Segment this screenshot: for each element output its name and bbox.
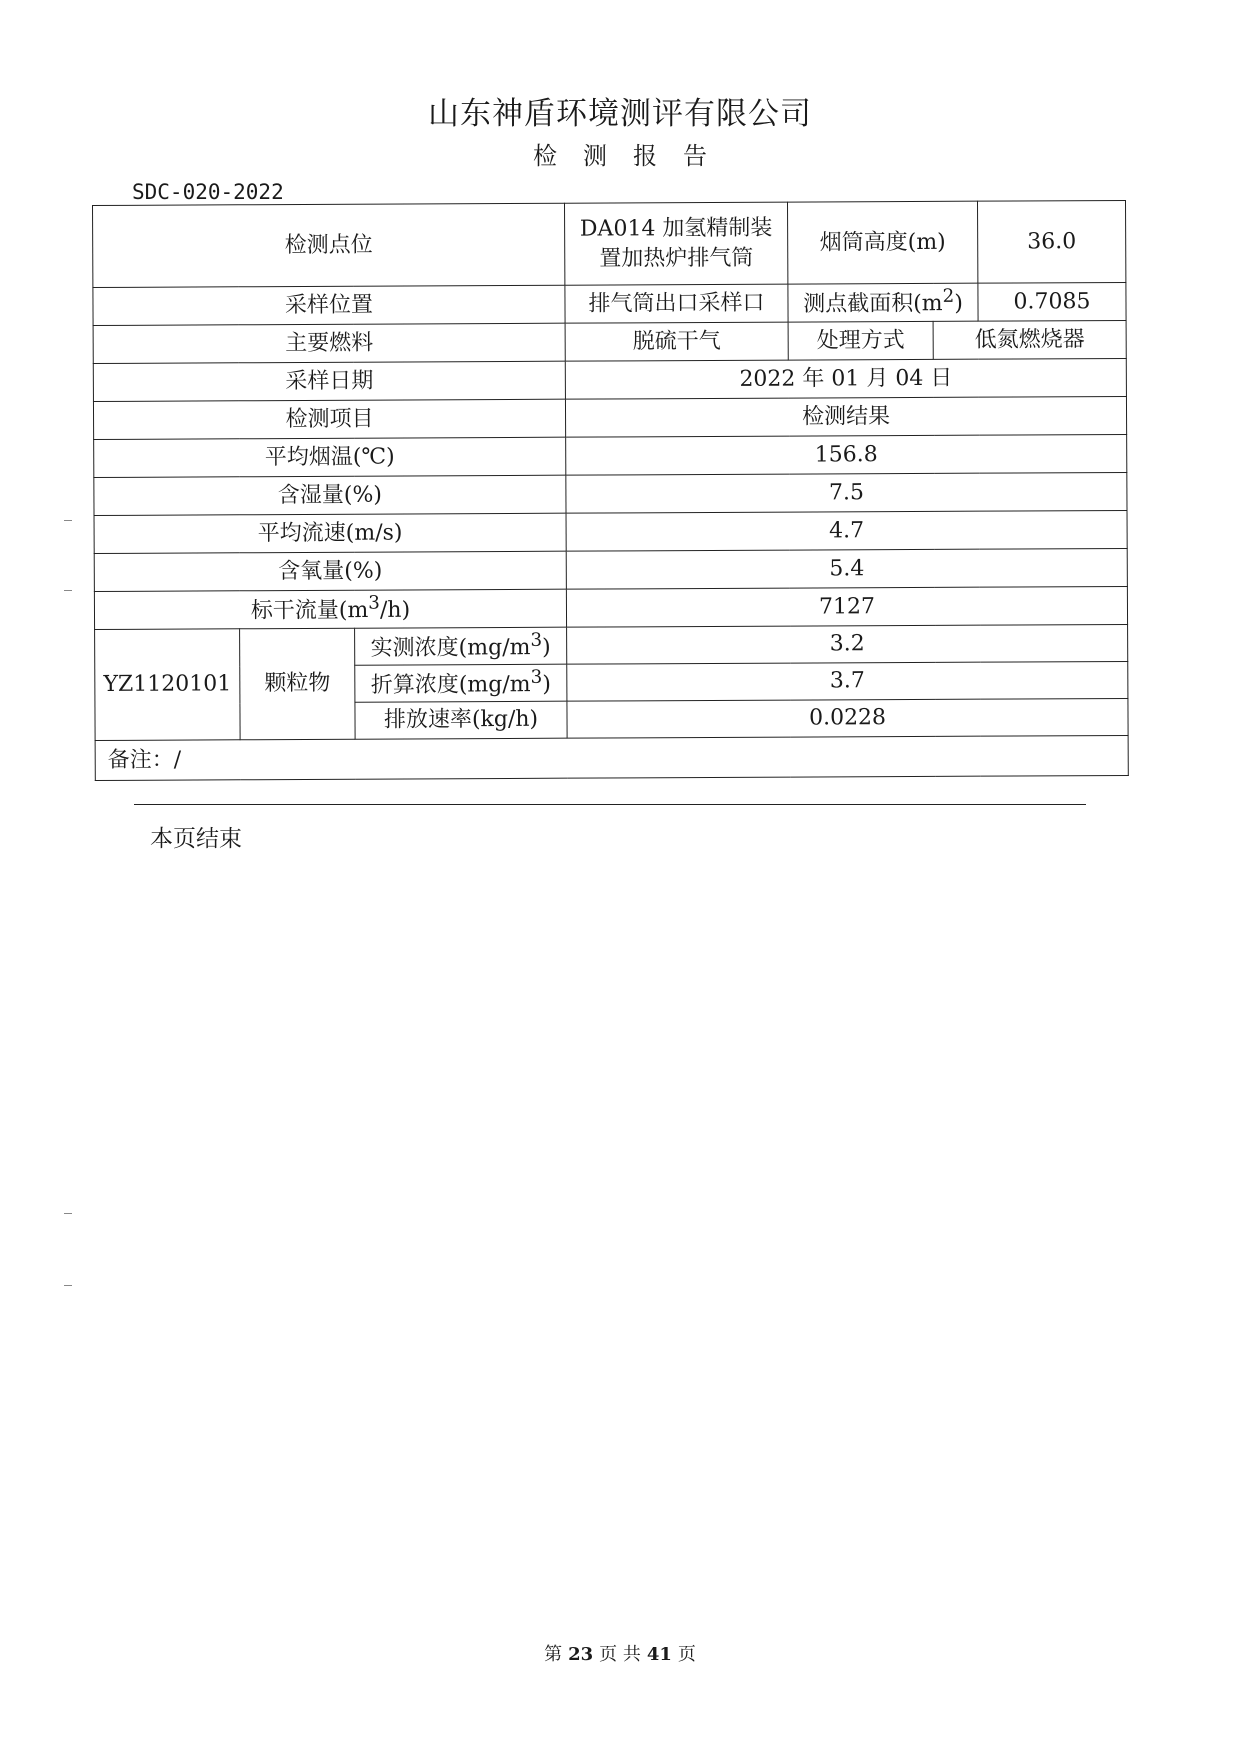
page-end-text: 本页结束 (150, 826, 242, 852)
table-row (94, 548, 1127, 591)
company-name: 山东神盾环境测评有限公司 (428, 96, 812, 132)
margin-mark (64, 520, 72, 521)
date-value: 2022 年 01 月 04 日 (565, 358, 1126, 399)
margin-mark (64, 1213, 72, 1214)
table-row (94, 472, 1127, 515)
temperature-value: 156.8 (566, 434, 1127, 475)
end-divider (134, 804, 1086, 805)
test-results-table (92, 200, 1129, 781)
emission-rate-value: 0.0228 (567, 698, 1128, 738)
table-row (93, 396, 1126, 439)
moisture-label: 含湿量(%) (94, 475, 566, 515)
moisture-value: 7.5 (566, 472, 1127, 513)
point-label: 检测点位 (93, 203, 565, 287)
oxygen-label: 含氧量(%) (94, 551, 566, 591)
report-title: 检测报告 (533, 142, 733, 170)
table-row (95, 624, 1128, 666)
table-row (93, 282, 1126, 325)
margin-mark (64, 590, 72, 591)
fuel-label: 主要燃料 (93, 323, 565, 363)
converted-label: 折算浓度$(mg/m^3)$ (355, 664, 567, 702)
table-row (94, 586, 1127, 629)
velocity-value: 4.7 (566, 510, 1127, 551)
flow-label: 标干流量$(m^3/h)$ (94, 589, 566, 629)
table-row (94, 434, 1127, 477)
date-label: 采样日期 (93, 361, 565, 401)
stack-height-label: 烟筒高度(m) (788, 201, 978, 284)
treatment-value: 低氮燃烧器 (933, 320, 1126, 359)
oxygen-value: 5.4 (566, 548, 1127, 589)
sample-id: YZ1120101 (95, 629, 241, 741)
table-row (95, 735, 1128, 780)
measured-label: 实测浓度$(mg/m^3)$ (355, 627, 567, 665)
flow-value: 7127 (566, 586, 1127, 627)
note: 备注：/ (95, 735, 1128, 780)
table-row (93, 358, 1126, 401)
section-area-label: 测点截面积$(m^2)$ (788, 283, 978, 322)
table-row (93, 200, 1126, 287)
emission-rate-label: 排放速率(kg/h) (355, 701, 567, 739)
temperature-label: 平均烟温(℃) (94, 437, 566, 477)
section-area-value: 0.7085 (978, 282, 1126, 321)
stack-height-value: 36.0 (978, 200, 1126, 283)
result-header: 检测结果 (565, 396, 1126, 437)
velocity-label: 平均流速(m/s) (94, 513, 566, 553)
page-number: 第 23 页 共 41 页 (544, 1644, 696, 1665)
treatment-label: 处理方式 (788, 321, 933, 360)
sampling-position-label: 采样位置 (93, 285, 565, 325)
table-row (93, 320, 1126, 363)
margin-mark (64, 1285, 72, 1286)
table-row (94, 510, 1127, 553)
report-code: SDC-020-2022 (132, 180, 284, 204)
fuel-value: 脱硫干气 (565, 322, 788, 361)
point-value: DA014 加氢精制装置加热炉排气筒 (565, 202, 788, 285)
converted-value: 3.7 (567, 661, 1128, 701)
measured-value: 3.2 (567, 624, 1128, 664)
sampling-position-value: 排气筒出口采样口 (565, 284, 788, 323)
pollutant-name: 颗粒物 (240, 628, 356, 740)
item-header: 检测项目 (93, 399, 565, 439)
